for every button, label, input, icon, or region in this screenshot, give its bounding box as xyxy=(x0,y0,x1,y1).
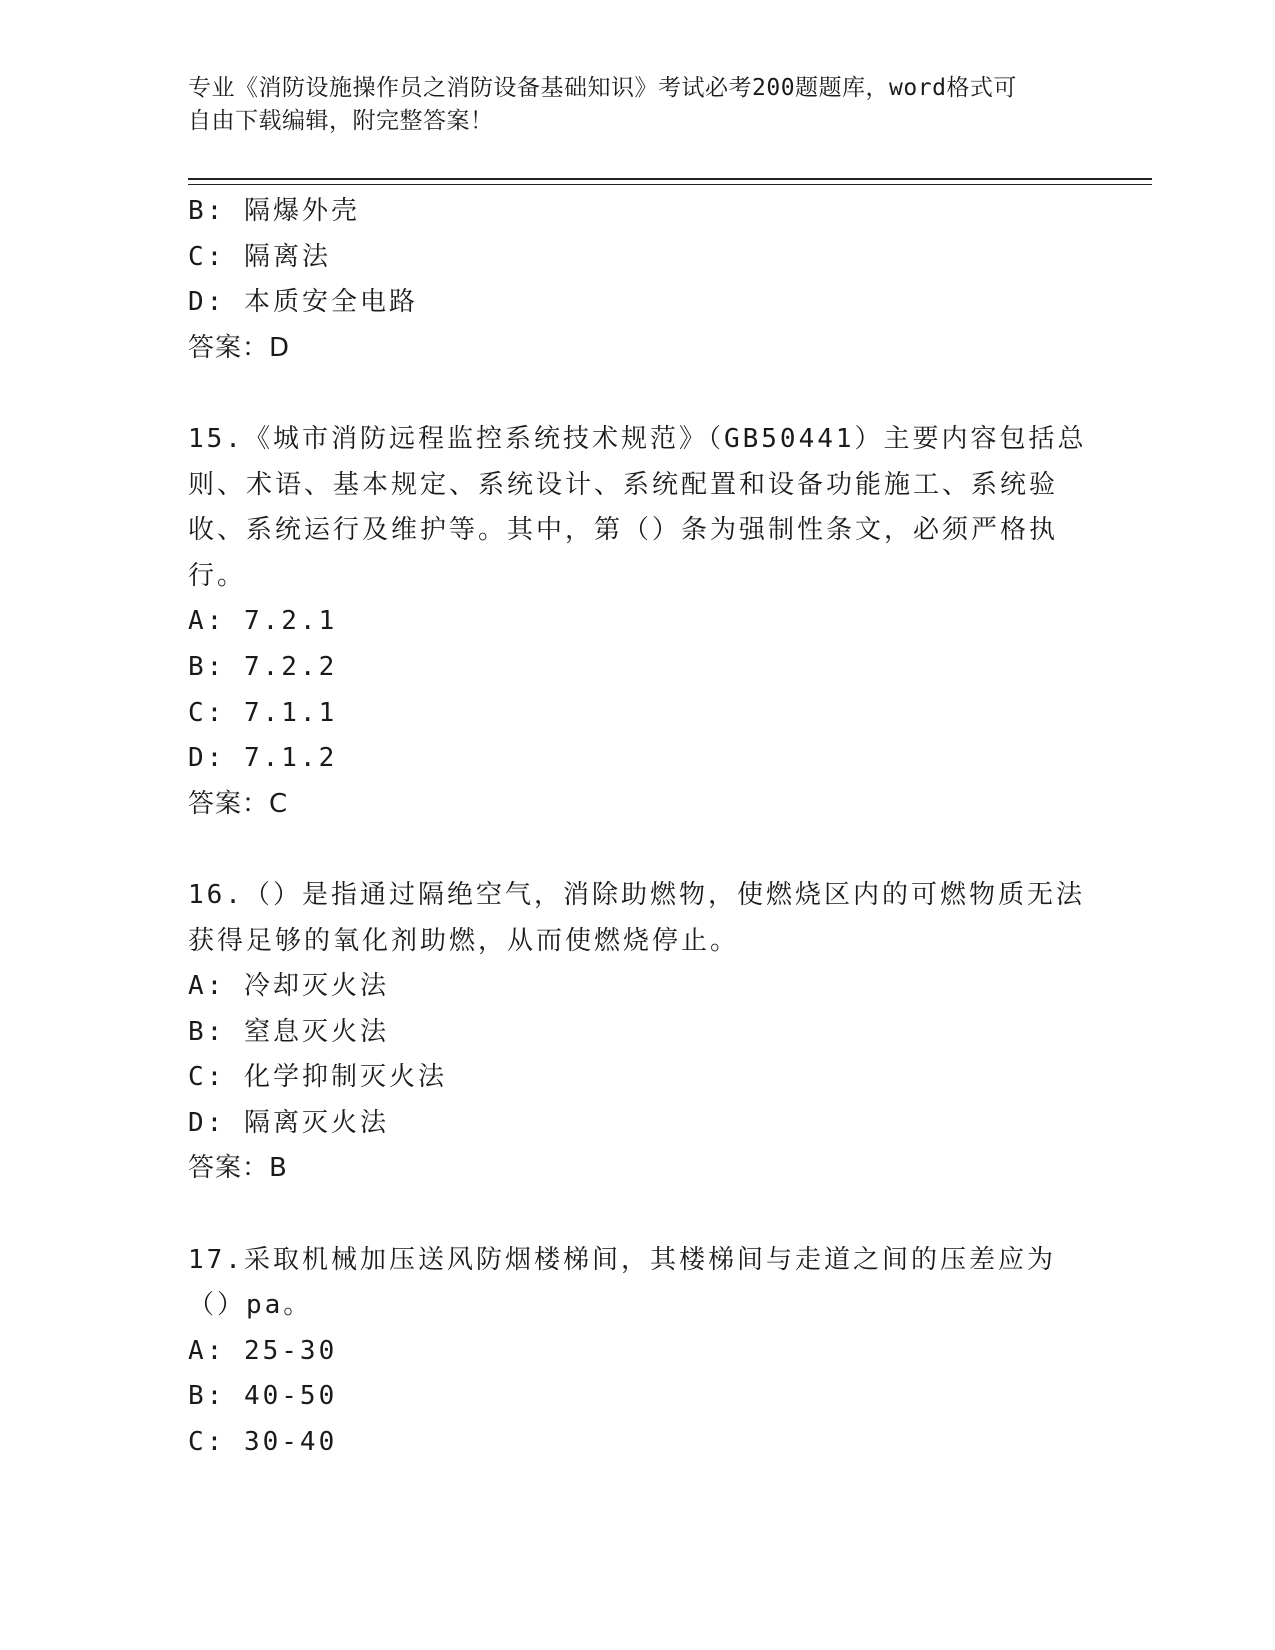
option-b: B: 7.2.2 xyxy=(188,651,338,682)
option-b: B: 窒息灭火法 xyxy=(188,1016,389,1047)
header-divider-thin xyxy=(188,184,1152,185)
question-14-tail xyxy=(188,189,1088,371)
answer-line: 答案：C xyxy=(188,788,289,819)
question-15 xyxy=(188,417,1088,827)
spacer xyxy=(188,827,1088,873)
answer-line: 答案：D xyxy=(188,332,291,363)
option-d: D: 隔离灭火法 xyxy=(188,1107,389,1138)
option-b: B: 隔爆外壳 xyxy=(188,196,360,226)
option-c: C: 隔离法 xyxy=(188,241,331,272)
option-c: C: 30-40 xyxy=(188,1427,338,1458)
question-16 xyxy=(188,873,1088,1192)
answer-line: 答案：B xyxy=(188,1153,288,1184)
option-d: D: 本质安全电路 xyxy=(188,287,418,318)
option-d: D: 7.1.2 xyxy=(188,743,338,774)
question-text: 15.《城市消防远程监控系统技术规范》（GB50441）主要内容包括总则、术语、基本规定、系统设计、系统配置和设备功能施工、系统验收、系统运行及维护等。其中，第（）条为强制性条文，必须严格执行。 xyxy=(188,423,1087,591)
question-text: 17.采取机械加压送风防烟楼梯间，其楼梯间与走道之间的压差应为（）pa。 xyxy=(188,1244,1056,1321)
header-divider-thick xyxy=(188,178,1152,180)
option-b: B: 40-50 xyxy=(188,1381,338,1412)
option-a: A: 冷却灭火法 xyxy=(188,971,389,1002)
option-a: A: 7.2.1 xyxy=(188,606,338,637)
header-line-1: 专业《消防设施操作员之消防设备基础知识》考试必考200题题库，word格式可 xyxy=(188,75,1017,101)
spacer xyxy=(188,1192,1088,1238)
header-line-2: 自由下载编辑，附完整答案！ xyxy=(188,108,494,134)
question-text: 16.（）是指通过隔绝空气，消除助燃物，使燃烧区内的可燃物质无法获得足够的氧化剂助燃，从而使燃烧停止。 xyxy=(188,879,1085,956)
option-a: A: 25-30 xyxy=(188,1335,338,1366)
question-17 xyxy=(188,1238,1088,1466)
option-c: C: 化学抑制灭火法 xyxy=(188,1062,447,1093)
question-list xyxy=(188,189,1088,1466)
spacer xyxy=(188,371,1088,417)
page-header xyxy=(188,72,1088,138)
option-c: C: 7.1.1 xyxy=(188,697,338,728)
